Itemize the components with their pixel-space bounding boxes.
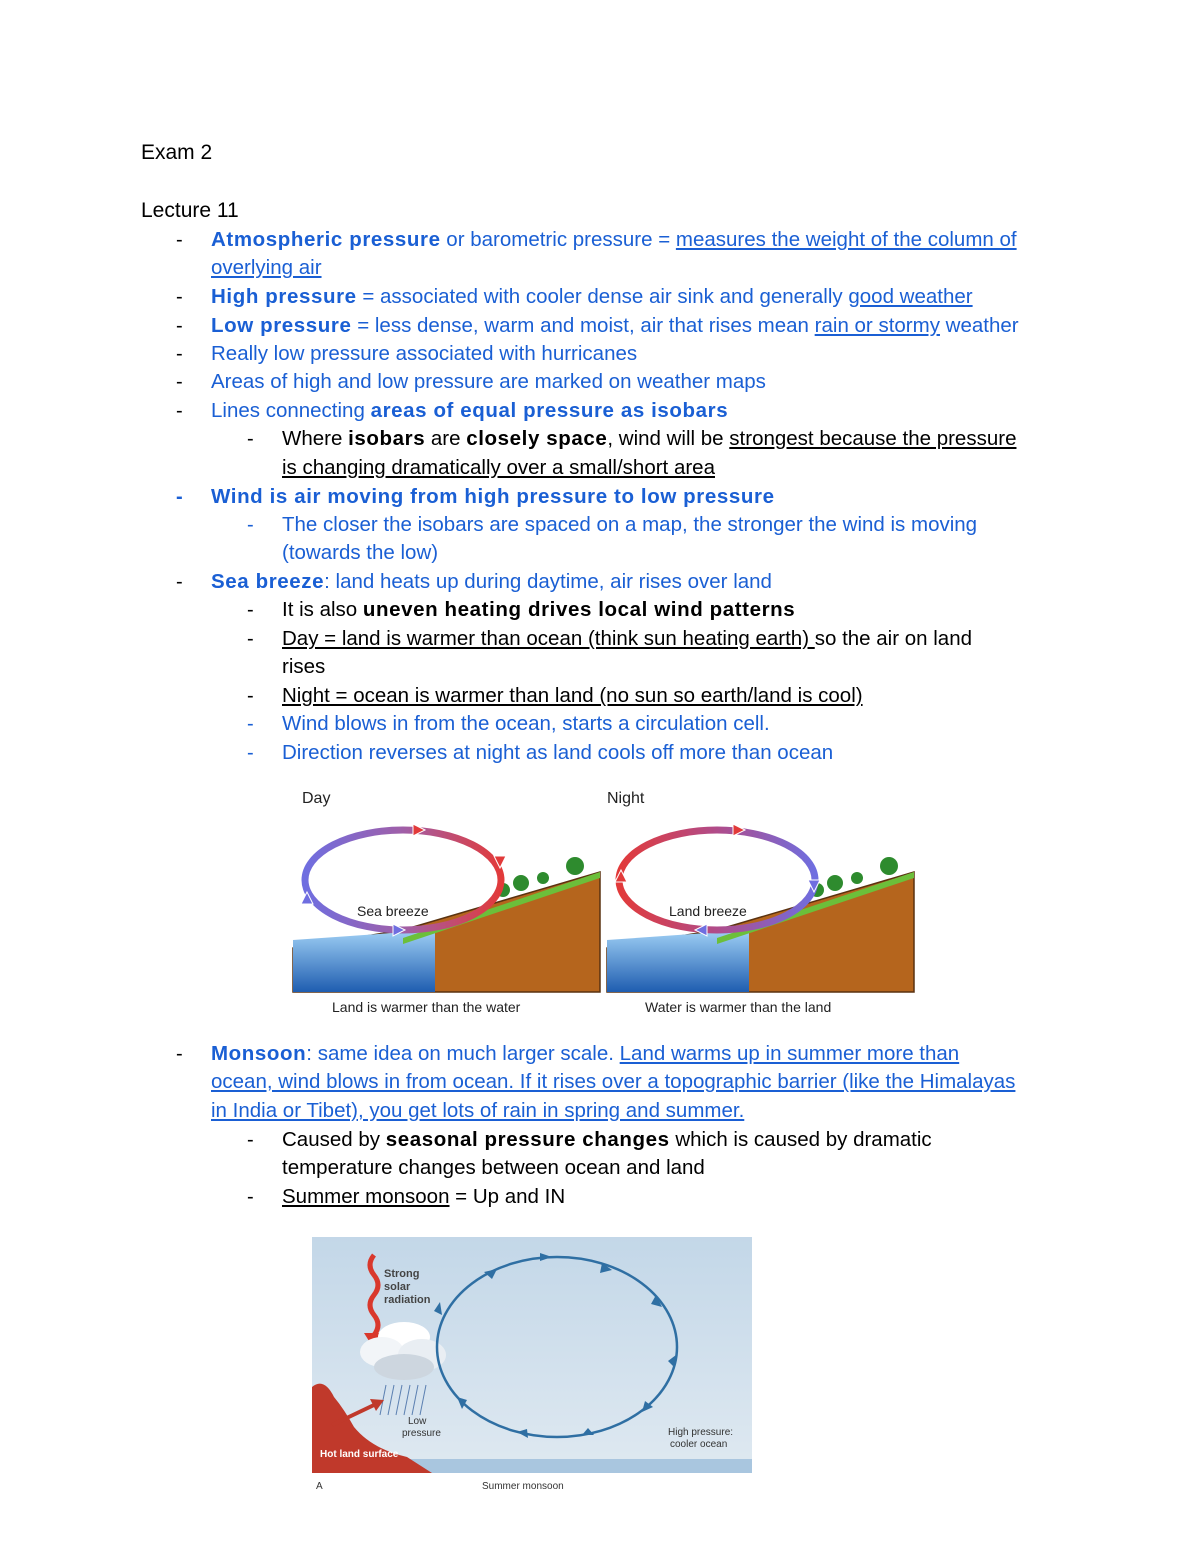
solar-label-3: radiation: [384, 1294, 431, 1306]
bold-text: uneven heating drives local wind patterns: [362, 598, 796, 621]
night-label: Night: [607, 790, 645, 807]
bold-text: areas of equal pressure as isobars: [370, 399, 729, 422]
bullet-dash: -: [176, 229, 183, 251]
bullet-dash: -: [247, 685, 254, 707]
high-pressure-label-2: cooler ocean: [670, 1439, 728, 1450]
note-line: [282, 454, 715, 482]
note-line: [211, 568, 772, 596]
text: so the air on land: [814, 627, 973, 650]
bullet-dash: -: [176, 571, 183, 593]
text: : land heats up during daytime, air rises over land: [324, 570, 772, 593]
underlined-text: Land warms up in summer more than: [619, 1042, 960, 1065]
underlined-text: measures the weight of the column of: [675, 228, 1017, 251]
text: Caused by: [282, 1128, 386, 1151]
bullet-dash: -: [176, 1043, 183, 1065]
note-line: [282, 425, 1016, 453]
text: Lines connecting: [211, 399, 371, 422]
underlined-text: strongest because the pressure: [729, 427, 1017, 450]
day-label: Day: [302, 790, 331, 807]
text: are: [425, 427, 467, 450]
bullet-dash: -: [176, 400, 183, 422]
underlined-text: is changing dramatically over a small/short area: [282, 456, 715, 479]
land-breeze-label: Land breeze: [669, 903, 747, 919]
text: : same idea on much larger scale.: [306, 1042, 620, 1065]
underlined-text: rain or stormy: [814, 314, 940, 337]
term-atmospheric-pressure: Atmospheric pressure: [211, 228, 441, 251]
term-low-pressure: Low pressure: [211, 314, 352, 337]
underlined-text: Day = land is warmer than ocean (think sun heating earth): [282, 627, 815, 650]
bullet-dash: -: [247, 514, 254, 536]
sea-breeze-label: Sea breeze: [357, 903, 429, 919]
bullet-dash: -: [176, 486, 184, 508]
text: weather: [939, 314, 1019, 337]
text: Where: [282, 427, 349, 450]
text: It is also: [282, 598, 363, 621]
note-line: Wind is air moving from high pressure to low pressure: [211, 485, 775, 508]
bullet-dash: -: [176, 286, 183, 308]
note-line: in India or Tibet), you get lots of rain in spring and summer.: [211, 1099, 745, 1122]
document-title: Exam 2: [141, 141, 213, 164]
bullet-dash: -: [176, 343, 183, 365]
bullet-dash: -: [247, 1186, 254, 1208]
bullet-dash: -: [176, 315, 183, 337]
sea-land-breeze-figure: [285, 780, 925, 1025]
note-line: [211, 312, 1019, 340]
note-line: [282, 1126, 932, 1154]
night-caption: Water is warmer than the land: [645, 999, 832, 1015]
panel-label: A: [316, 1481, 323, 1492]
summer-monsoon-figure: [312, 1237, 754, 1492]
underlined-text: overlying air: [211, 256, 322, 279]
bullet-dash: -: [247, 742, 254, 764]
day-caption: Land is warmer than the water: [332, 999, 521, 1015]
text: or barometric pressure =: [440, 228, 676, 251]
note-line: rises: [282, 655, 326, 678]
bullet-dash: -: [247, 599, 254, 621]
hot-land-label: Hot land surface: [320, 1449, 399, 1460]
bullet-dash: -: [247, 628, 254, 650]
underlined-text: Summer monsoon: [282, 1185, 450, 1208]
low-pressure-label-2: pressure: [402, 1428, 441, 1439]
term-high-pressure: High pressure: [211, 285, 357, 308]
note-line: Direction reverses at night as land cools off more than ocean: [282, 741, 834, 764]
note-line: Night = ocean is warmer than land (no sun so earth/land is cool): [282, 684, 863, 707]
bold-text: isobars: [348, 427, 426, 450]
note-line: [211, 397, 728, 425]
night-panel: [607, 824, 914, 992]
note-line: [282, 1183, 565, 1211]
underlined-text: good weather: [848, 285, 973, 308]
text: = associated with cooler dense air sink and generally: [356, 285, 849, 308]
note-line: [211, 1040, 959, 1068]
text: , wind will be: [607, 427, 730, 450]
day-panel: [293, 824, 600, 992]
note-line: The closer the isobars are spaced on a map, the stronger the wind is moving: [282, 513, 978, 536]
note-line: (towards the low): [282, 541, 439, 564]
high-pressure-label-1: High pressure:: [668, 1427, 734, 1438]
note-line: Really low pressure associated with hurricanes: [211, 342, 638, 365]
note-line: [211, 254, 322, 282]
note-line: [282, 625, 972, 653]
figure-caption: Summer monsoon: [482, 1481, 564, 1492]
note-line: [211, 226, 1017, 254]
text: = Up and IN: [449, 1185, 566, 1208]
term-monsoon: Monsoon: [211, 1042, 307, 1065]
solar-label-1: Strong: [384, 1268, 420, 1280]
bullet-dash: -: [247, 428, 254, 450]
note-line: Wind blows in from the ocean, starts a circulation cell.: [282, 712, 770, 735]
note-line: temperature changes between ocean and land: [282, 1156, 705, 1179]
lecture-heading: Lecture 11: [141, 199, 239, 222]
bullet-dash: -: [176, 371, 183, 393]
note-line: ocean, wind blows in from ocean. If it rises over a topographic barrier (like the Himalayas: [211, 1070, 1016, 1093]
solar-label-2: solar: [384, 1281, 411, 1293]
term-sea-breeze: Sea breeze: [211, 570, 325, 593]
low-pressure-label-1: Low: [408, 1416, 427, 1427]
note-line: Areas of high and low pressure are marked on weather maps: [211, 370, 766, 393]
text: which is caused by dramatic: [669, 1128, 932, 1151]
note-line: [211, 283, 973, 311]
bullet-dash: -: [247, 1129, 254, 1151]
bold-text: closely space: [466, 427, 608, 450]
text: = less dense, warm and moist, air that rises mean: [351, 314, 815, 337]
bullet-dash: -: [247, 713, 254, 735]
bold-text: seasonal pressure changes: [385, 1128, 670, 1151]
note-line: [282, 596, 795, 624]
